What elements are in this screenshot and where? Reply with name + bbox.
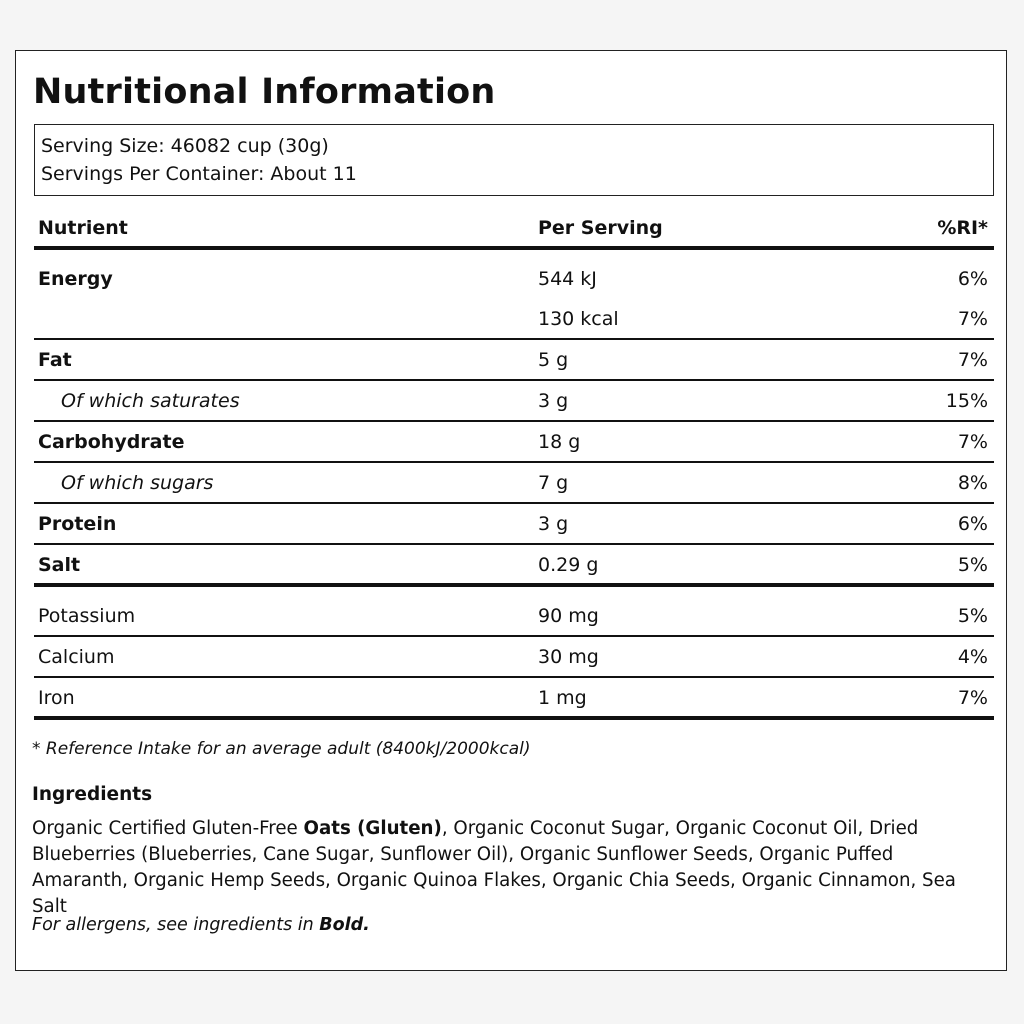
row-divider	[34, 461, 994, 463]
row-divider	[34, 502, 994, 504]
ingredients-text-start: Organic Certified Gluten-Free	[32, 818, 304, 839]
nutrient-ri: 5%	[957, 605, 988, 627]
row-divider	[34, 676, 994, 678]
serving-size: Serving Size: 46082 cup (30g)	[41, 135, 329, 157]
header-per-serving: Per Serving	[538, 217, 663, 239]
nutrient-amount: 3 g	[538, 390, 569, 412]
allergen-note	[32, 915, 370, 935]
nutrient-name: Of which sugars	[61, 472, 214, 494]
row-divider	[34, 338, 994, 340]
nutrient-ri: 15%	[945, 390, 988, 412]
nutrient-amount: 5 g	[538, 349, 569, 371]
nutrient-ri: 5%	[957, 554, 988, 576]
nutrient-amount: 30 mg	[538, 646, 599, 668]
nutrient-name: Of which saturates	[61, 390, 240, 412]
nutrient-amount: 3 g	[538, 513, 569, 535]
section-divider	[34, 583, 994, 587]
nutrient-ri: 6%	[957, 268, 988, 290]
reference-intake-footnote: * Reference Intake for an average adult (8400kJ/2000kcal)	[32, 739, 531, 759]
allergen-note-bold: Bold.	[319, 915, 370, 935]
nutrient-name: Carbohydrate	[38, 431, 185, 453]
nutrient-name: Calcium	[38, 646, 115, 668]
nutrient-ri: 4%	[957, 646, 988, 668]
nutrient-ri: 6%	[957, 513, 988, 535]
row-divider	[34, 543, 994, 545]
nutrient-name: Potassium	[38, 605, 136, 627]
nutrient-amount: 1 mg	[538, 687, 587, 709]
nutrient-ri: 7%	[957, 687, 988, 709]
nutrient-ri: 7%	[957, 308, 988, 330]
ingredients-text-rest: , Organic Coconut Sugar, Organic Coconut Oil, Dried Blueberries (Blueberries, Cane Sugar, Sunflower Oil), Organic Sunflower Seeds, Organic Puffed Amaranth, Organic Hemp Seeds, Organic Quinoa Flakes, Organic Chia Seeds, Organic Cinnamon, Sea Salt	[32, 818, 956, 917]
nutrient-amount: 130 kcal	[538, 308, 619, 330]
nutrient-name: Salt	[38, 554, 81, 576]
serving-info-box	[34, 124, 994, 196]
nutrition-label	[15, 50, 1007, 971]
nutrient-amount: 90 mg	[538, 605, 599, 627]
nutrient-name: Fat	[38, 349, 72, 371]
servings-per-container: Servings Per Container: About 11	[41, 163, 357, 185]
nutrient-ri: 7%	[957, 431, 988, 453]
nutrient-amount: 0.29 g	[538, 554, 599, 576]
nutrient-name: Iron	[38, 687, 75, 709]
row-divider	[34, 379, 994, 381]
nutrient-ri: 8%	[957, 472, 988, 494]
nutrient-name: Protein	[38, 513, 117, 535]
nutrient-amount: 18 g	[538, 431, 581, 453]
header-divider	[34, 246, 994, 250]
ingredients-heading: Ingredients	[32, 784, 153, 805]
nutrient-amount: 7 g	[538, 472, 569, 494]
header-ri: %RI*	[937, 217, 988, 239]
allergen-note-text: For allergens, see ingredients in	[32, 915, 320, 935]
ingredients-text	[32, 816, 994, 920]
header-nutrient: Nutrient	[38, 217, 128, 239]
table-bottom-divider	[34, 716, 994, 720]
label-title: Nutritional Information	[33, 72, 496, 112]
nutrient-amount: 544 kJ	[538, 268, 597, 290]
ingredients-allergen: Oats (Gluten)	[303, 818, 442, 839]
row-divider	[34, 635, 994, 637]
nutrient-name: Energy	[38, 268, 113, 290]
row-divider	[34, 420, 994, 422]
nutrient-ri: 7%	[957, 349, 988, 371]
